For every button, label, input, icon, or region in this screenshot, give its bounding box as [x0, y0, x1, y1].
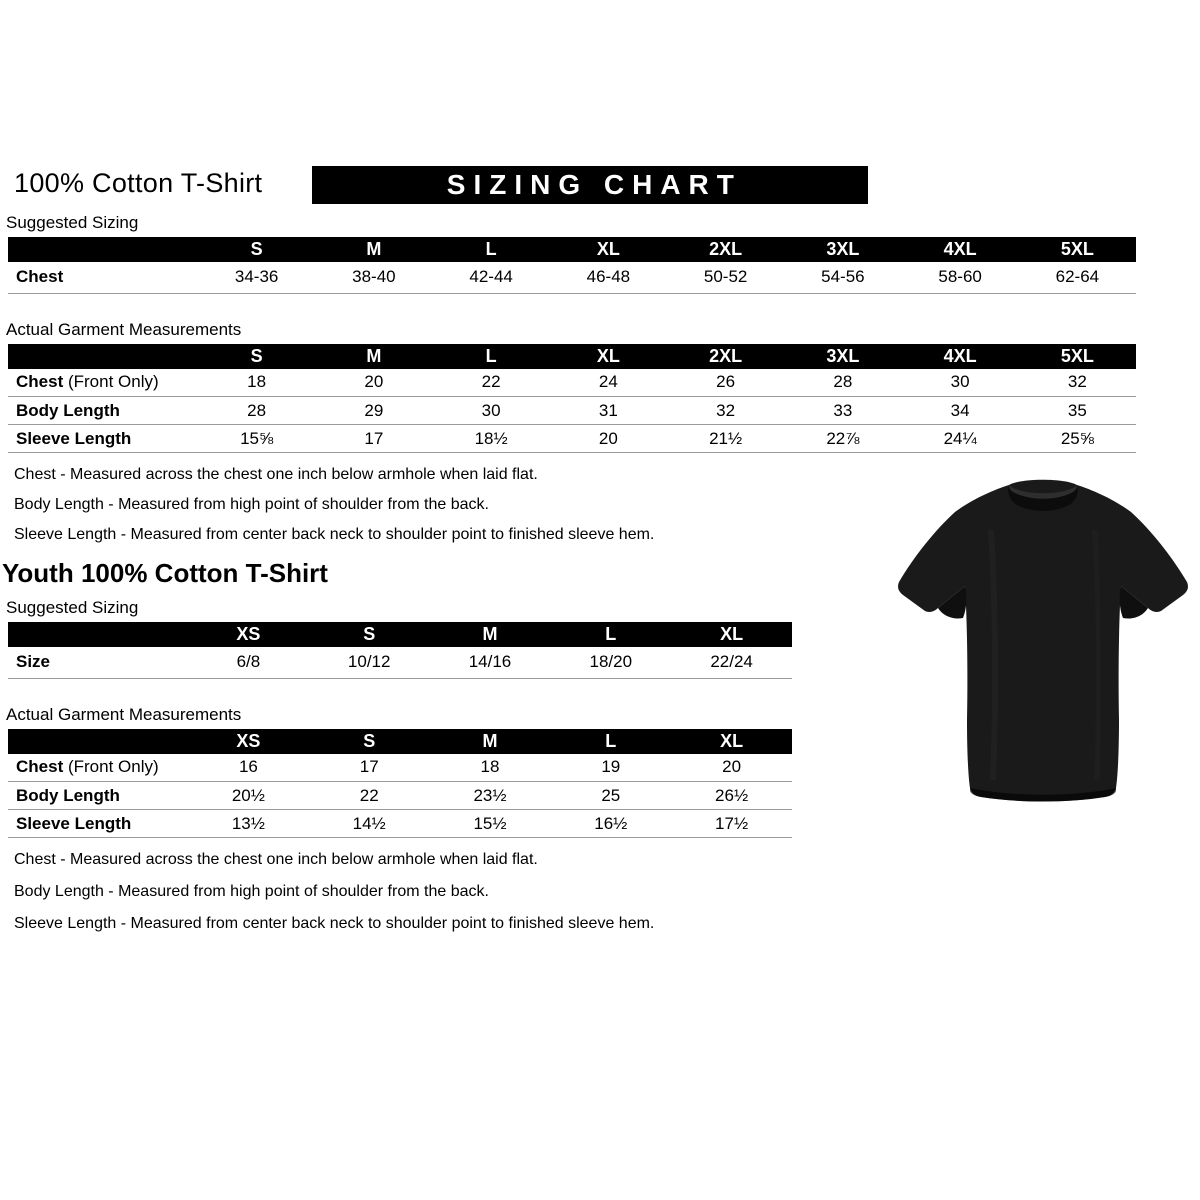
measurement-value: 50-52	[667, 262, 784, 293]
row-label-cell	[8, 810, 188, 838]
size-column-header: L	[433, 344, 550, 369]
black-tshirt-graphic	[893, 470, 1193, 818]
size-column-header: L	[433, 237, 550, 262]
measurement-value: 19	[550, 754, 671, 782]
measurement-value: 42-44	[433, 262, 550, 293]
size-column-header: XL	[671, 729, 792, 754]
table-row	[8, 425, 1136, 453]
measurement-value: 34-36	[198, 262, 315, 293]
table-header-row	[8, 344, 1136, 369]
table-row	[8, 782, 792, 810]
measurement-value: 6/8	[188, 647, 309, 678]
row-label-cell	[8, 754, 188, 782]
adult-suggested-sizing-table	[8, 237, 1136, 294]
measurement-value: 16	[188, 754, 309, 782]
row-label-cell	[8, 425, 198, 453]
measurement-value: 25⅝	[1019, 425, 1136, 453]
measurement-value: 18/20	[550, 647, 671, 678]
measurement-value: 34	[902, 397, 1019, 425]
youth-suggested-sizing-table	[8, 622, 792, 679]
measurement-value: 28	[198, 397, 315, 425]
table-row	[8, 262, 1136, 293]
table-row	[8, 647, 792, 678]
row-label-cell	[8, 647, 188, 678]
size-column-header: 3XL	[784, 237, 901, 262]
size-column-header: M	[315, 237, 432, 262]
size-column-header: M	[430, 729, 551, 754]
measurement-value: 14/16	[430, 647, 551, 678]
measurement-value: 29	[315, 397, 432, 425]
row-label-text: Chest	[16, 757, 64, 777]
table-header-row	[8, 622, 792, 647]
table-row	[8, 754, 792, 782]
youth-measurement-notes	[14, 851, 1200, 933]
youth-product-title: Youth 100% Cotton T-Shirt	[2, 558, 328, 588]
measurement-value: 26½	[671, 782, 792, 810]
measurement-value: 24¼	[902, 425, 1019, 453]
table-row	[8, 369, 1136, 397]
size-column-header: M	[430, 622, 551, 647]
row-label-text: Sleeve Length	[16, 428, 132, 448]
size-column-header: XS	[188, 729, 309, 754]
measurement-value: 35	[1019, 397, 1136, 425]
measurement-value: 17	[309, 754, 430, 782]
size-column-header: S	[198, 344, 315, 369]
measurement-value: 20½	[188, 782, 309, 810]
size-column-header: 2XL	[667, 237, 784, 262]
table-row	[8, 810, 792, 838]
actual-measurements-label: Actual Garment Measurements	[6, 319, 242, 339]
measurement-value: 32	[1019, 369, 1136, 397]
measurement-value: 38-40	[315, 262, 432, 293]
row-label-cell	[8, 397, 198, 425]
row-label-text: Chest	[16, 267, 64, 287]
measurement-note: Chest - Measured across the chest one inch below armhole when laid flat.	[14, 466, 538, 483]
size-column-header: XL	[550, 344, 667, 369]
size-column-header: XL	[550, 237, 667, 262]
measurement-value: 18½	[433, 425, 550, 453]
size-column-header: 2XL	[667, 344, 784, 369]
measurement-value: 31	[550, 397, 667, 425]
measurement-value: 62-64	[1019, 262, 1136, 293]
table-header-row	[8, 237, 1136, 262]
measurement-value: 15⅝	[198, 425, 315, 453]
row-label-text: Sleeve Length	[16, 813, 132, 833]
measurement-value: 30	[902, 369, 1019, 397]
measurement-value: 17	[315, 425, 432, 453]
measurement-value: 25	[550, 782, 671, 810]
measurement-value: 21½	[667, 425, 784, 453]
table-row	[8, 397, 1136, 425]
row-label-text: Body Length	[16, 400, 120, 420]
measurement-value: 18	[430, 754, 551, 782]
row-label-cell	[8, 782, 188, 810]
measurement-value: 22	[309, 782, 430, 810]
measurement-value: 18	[198, 369, 315, 397]
measurement-value: 26	[667, 369, 784, 397]
size-column-header: S	[309, 729, 430, 754]
measurement-value: 28	[784, 369, 901, 397]
empty-header-cell	[8, 729, 188, 754]
measurement-value: 14½	[309, 810, 430, 838]
size-column-header: XL	[671, 622, 792, 647]
measurement-value: 22/24	[671, 647, 792, 678]
suggested-sizing-label: Suggested Sizing	[6, 598, 139, 617]
measurement-value: 54-56	[784, 262, 901, 293]
measurement-note: Body Length - Measured from high point of shoulder from the back.	[14, 496, 489, 513]
measurement-value: 22	[433, 369, 550, 397]
measurement-note: Sleeve Length - Measured from center back neck to shoulder point to finished sleeve hem.	[14, 915, 655, 932]
measurement-value: 24	[550, 369, 667, 397]
size-column-header: 3XL	[784, 344, 901, 369]
row-label-cell	[8, 369, 198, 397]
measurement-value: 30	[433, 397, 550, 425]
size-column-header: 5XL	[1019, 237, 1136, 262]
empty-header-cell	[8, 237, 198, 262]
size-column-header: 4XL	[902, 344, 1019, 369]
size-column-header: S	[309, 622, 430, 647]
measurement-value: 16½	[550, 810, 671, 838]
measurement-value: 10/12	[309, 647, 430, 678]
row-label-suffix: (Front Only)	[63, 757, 159, 777]
measurement-value: 33	[784, 397, 901, 425]
adult-product-title: 100% Cotton T-Shirt	[14, 168, 263, 198]
size-column-header: 5XL	[1019, 344, 1136, 369]
measurement-note: Sleeve Length - Measured from center back neck to shoulder point to finished sleeve hem.	[14, 526, 655, 543]
row-label-text: Body Length	[16, 785, 120, 805]
measurement-value: 15½	[430, 810, 551, 838]
size-column-header: L	[550, 622, 671, 647]
measurement-value: 20	[315, 369, 432, 397]
measurement-note: Body Length - Measured from high point of shoulder from the back.	[14, 883, 489, 900]
measurement-value: 22⅞	[784, 425, 901, 453]
size-column-header: 4XL	[902, 237, 1019, 262]
measurement-value: 13½	[188, 810, 309, 838]
page-header	[0, 166, 1200, 204]
row-label-text: Size	[16, 652, 51, 672]
row-label-cell	[8, 262, 198, 293]
measurement-value: 20	[550, 425, 667, 453]
measurement-value: 46-48	[550, 262, 667, 293]
measurement-value: 17½	[671, 810, 792, 838]
empty-header-cell	[8, 344, 198, 369]
sizing-chart-banner: SIZING CHART	[312, 166, 868, 204]
youth-actual-measurements-table	[8, 729, 792, 839]
adult-actual-measurements-table	[8, 344, 1136, 454]
measurement-value: 58-60	[902, 262, 1019, 293]
size-column-header: S	[198, 237, 315, 262]
row-label-text: Chest	[16, 372, 64, 392]
measurement-note: Chest - Measured across the chest one inch below armhole when laid flat.	[14, 851, 538, 868]
table-header-row	[8, 729, 792, 754]
measurement-value: 20	[671, 754, 792, 782]
suggested-sizing-label: Suggested Sizing	[6, 213, 139, 232]
empty-header-cell	[8, 622, 188, 647]
size-column-header: M	[315, 344, 432, 369]
measurement-value: 23½	[430, 782, 551, 810]
row-label-suffix: (Front Only)	[63, 372, 159, 392]
size-column-header: L	[550, 729, 671, 754]
tshirt-product-image	[893, 470, 1193, 820]
actual-measurements-label: Actual Garment Measurements	[6, 704, 242, 724]
measurement-value: 32	[667, 397, 784, 425]
size-column-header: XS	[188, 622, 309, 647]
